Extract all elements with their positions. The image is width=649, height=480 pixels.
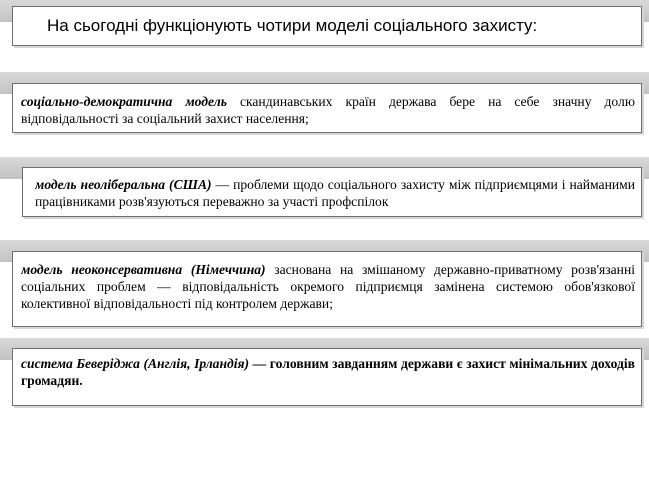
model-description: заснована на змішаному державно-приватному розв'язанні соціальних проблем — відповідальність окремого підприємця замінена системою обов'язкової колективної відповідальності під контролем держави;: [21, 262, 635, 311]
model-term: система Беверіджа (Англія, Ірландія): [21, 356, 250, 371]
model-term: модель неоліберальна (США): [35, 177, 212, 192]
model-term: соціально-демократична модель: [21, 94, 227, 109]
model-text: [21, 93, 635, 127]
model-box-neoconservative: [12, 251, 642, 327]
model-box-social-democratic: [12, 83, 642, 133]
model-box-neoliberal: [22, 167, 642, 217]
model-text: [21, 261, 635, 312]
model-text: [21, 355, 635, 389]
title-box: [12, 6, 642, 46]
model-description: скандинавських країн держава бере на себе значну долю відповідальності за соціальний захист населення;: [21, 94, 635, 126]
model-description: — проблеми щодо соціального захисту між підприємцями і найманими працівниками розв'язуються переважно за участі профспілок: [35, 177, 635, 209]
model-text: [35, 176, 635, 210]
model-term: модель неоконсервативна (Німеччина): [21, 262, 266, 277]
model-box-beveridge: [12, 348, 642, 406]
model-description: — головним завданням держави є захист мінімальних доходів громадян.: [21, 356, 635, 388]
page-title: На сьогодні функціонують чотири моделі соціального захисту:: [47, 16, 538, 35]
